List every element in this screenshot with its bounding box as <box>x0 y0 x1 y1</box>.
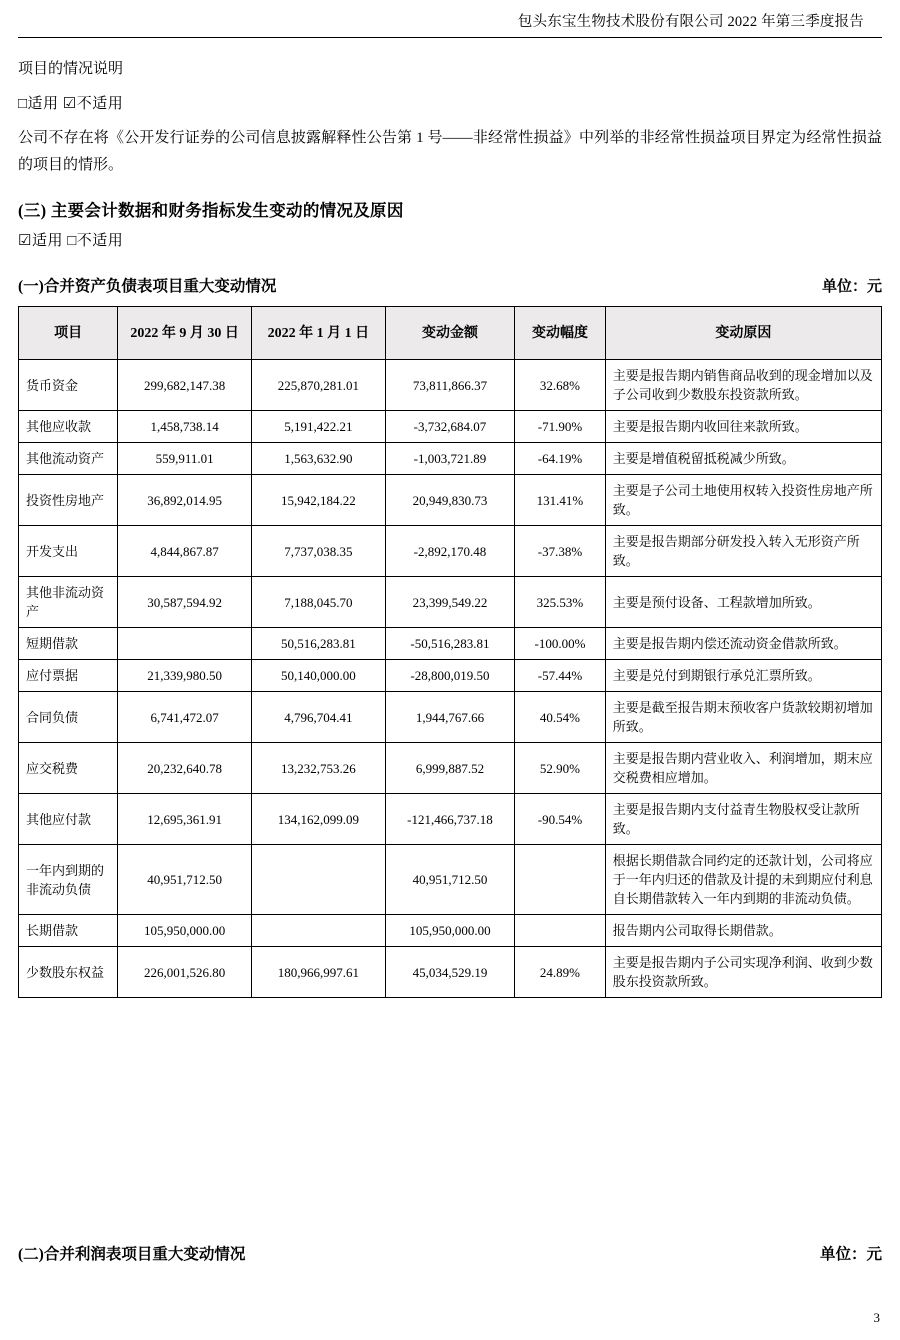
cell-item: 少数股东权益 <box>19 947 118 998</box>
col-header-reason: 变动原因 <box>605 307 881 360</box>
cell-pct: -37.38% <box>515 526 606 577</box>
cell-item: 其他应收款 <box>19 411 118 443</box>
subsection2-header-row <box>18 1242 882 1264</box>
cell-begin: 1,563,632.90 <box>251 443 385 475</box>
cell-change: -3,732,684.07 <box>385 411 514 443</box>
cell-end: 559,911.01 <box>118 443 252 475</box>
table-row <box>19 577 882 628</box>
table-row <box>19 660 882 692</box>
cell-pct: -64.19% <box>515 443 606 475</box>
cell-begin: 134,162,099.09 <box>251 794 385 845</box>
cell-reason: 主要是预付设备、工程款增加所致。 <box>605 577 881 628</box>
table-row <box>19 628 882 660</box>
cell-reason: 报告期内公司取得长期借款。 <box>605 915 881 947</box>
cell-end: 299,682,147.38 <box>118 360 252 411</box>
table-row <box>19 443 882 475</box>
cell-end: 226,001,526.80 <box>118 947 252 998</box>
cell-begin <box>251 845 385 915</box>
cell-reason: 主要是增值税留抵税减少所致。 <box>605 443 881 475</box>
cell-item: 投资性房地产 <box>19 475 118 526</box>
cell-reason: 主要是报告期内子公司实现净利润、收到少数股东投资款所致。 <box>605 947 881 998</box>
cell-pct: -71.90% <box>515 411 606 443</box>
cell-begin: 13,232,753.26 <box>251 743 385 794</box>
cell-begin: 7,737,038.35 <box>251 526 385 577</box>
cell-begin: 5,191,422.21 <box>251 411 385 443</box>
cell-end: 12,695,361.91 <box>118 794 252 845</box>
cell-change: 23,399,549.22 <box>385 577 514 628</box>
col-header-item: 项目 <box>19 307 118 360</box>
balance-sheet-change-table <box>18 306 882 998</box>
table-row <box>19 794 882 845</box>
cell-begin: 4,796,704.41 <box>251 692 385 743</box>
cell-begin: 7,188,045.70 <box>251 577 385 628</box>
col-header-begin-date: 2022 年 1 月 1 日 <box>251 307 385 360</box>
cell-change: 45,034,529.19 <box>385 947 514 998</box>
cell-item: 开发支出 <box>19 526 118 577</box>
cell-begin: 50,140,000.00 <box>251 660 385 692</box>
cell-change: 20,949,830.73 <box>385 475 514 526</box>
table-row <box>19 947 882 998</box>
cell-reason: 主要是报告期内收回往来款所致。 <box>605 411 881 443</box>
cell-pct: 325.53% <box>515 577 606 628</box>
cell-item: 长期借款 <box>19 915 118 947</box>
table-row <box>19 475 882 526</box>
cell-item: 应交税费 <box>19 743 118 794</box>
col-header-change-pct: 变动幅度 <box>515 307 606 360</box>
cell-change: 6,999,887.52 <box>385 743 514 794</box>
cell-begin: 225,870,281.01 <box>251 360 385 411</box>
table-row <box>19 360 882 411</box>
cell-change: 40,951,712.50 <box>385 845 514 915</box>
cell-change: -28,800,019.50 <box>385 660 514 692</box>
cell-item: 一年内到期的非流动负债 <box>19 845 118 915</box>
subsection2-title: (二)合并利润表项目重大变动情况 <box>18 1246 246 1263</box>
cell-change: -121,466,737.18 <box>385 794 514 845</box>
cell-end: 36,892,014.95 <box>118 475 252 526</box>
cell-pct: 131.41% <box>515 475 606 526</box>
section-heading: (三) 主要会计数据和财务指标发生变动的情况及原因 <box>18 201 404 220</box>
subsection-header-row <box>18 274 882 296</box>
cell-pct: 52.90% <box>515 743 606 794</box>
cell-pct: 32.68% <box>515 360 606 411</box>
cell-end: 1,458,738.14 <box>118 411 252 443</box>
cell-end: 20,232,640.78 <box>118 743 252 794</box>
cell-begin: 15,942,184.22 <box>251 475 385 526</box>
subsection-unit: 单位：元 <box>821 279 882 295</box>
table-row <box>19 692 882 743</box>
page-number: 3 <box>873 1310 880 1325</box>
intro-body-text: 公司不存在将《公开发行证券的公司信息披露解释性公告第 1 号——非经常性损益》中列举的非经常性损益项目界定为经常性损益的项目的情形。 <box>18 130 882 173</box>
cell-pct: 24.89% <box>515 947 606 998</box>
note-title: 项目的情况说明 <box>18 61 124 77</box>
cell-end: 105,950,000.00 <box>118 915 252 947</box>
table-row <box>19 526 882 577</box>
cell-change: 73,811,866.37 <box>385 360 514 411</box>
cell-change: -1,003,721.89 <box>385 443 514 475</box>
cell-reason: 主要是报告期内偿还流动资金借款所致。 <box>605 628 881 660</box>
cell-pct: -100.00% <box>515 628 606 660</box>
cell-change: -50,516,283.81 <box>385 628 514 660</box>
cell-end: 6,741,472.07 <box>118 692 252 743</box>
subsection-title: (一)合并资产负债表项目重大变动情况 <box>18 278 277 295</box>
table-row <box>19 915 882 947</box>
table-header-row <box>19 307 882 360</box>
cell-pct: 40.54% <box>515 692 606 743</box>
cell-end: 21,339,980.50 <box>118 660 252 692</box>
cell-change: -2,892,170.48 <box>385 526 514 577</box>
cell-reason: 主要是报告期内支付益青生物股权受让款所致。 <box>605 794 881 845</box>
cell-item: 货币资金 <box>19 360 118 411</box>
section-checkbox-line[interactable]: ☑适用 □不适用 <box>18 233 124 249</box>
page-header: 包头东宝生物技术股份有限公司 2022 年第三季度报告 <box>517 14 864 30</box>
cell-pct: -57.44% <box>515 660 606 692</box>
table-row <box>19 743 882 794</box>
cell-item: 合同负债 <box>19 692 118 743</box>
cell-begin: 50,516,283.81 <box>251 628 385 660</box>
cell-pct <box>515 845 606 915</box>
cell-begin: 180,966,997.61 <box>251 947 385 998</box>
table-row <box>19 411 882 443</box>
cell-reason: 主要是报告期内销售商品收到的现金增加以及子公司收到少数股东投资款所致。 <box>605 360 881 411</box>
cell-item: 短期借款 <box>19 628 118 660</box>
cell-item: 其他流动资产 <box>19 443 118 475</box>
cell-end: 4,844,867.87 <box>118 526 252 577</box>
cell-pct <box>515 915 606 947</box>
cell-item: 其他非流动资产 <box>19 577 118 628</box>
cell-item: 应付票据 <box>19 660 118 692</box>
header-divider <box>18 37 882 38</box>
col-header-end-date: 2022 年 9 月 30 日 <box>118 307 252 360</box>
cell-begin <box>251 915 385 947</box>
cell-reason: 主要是截至报告期末预收客户货款较期初增加所致。 <box>605 692 881 743</box>
cell-reason: 主要是兑付到期银行承兑汇票所致。 <box>605 660 881 692</box>
intro-checkbox-line[interactable]: □适用 ☑不适用 <box>18 96 124 112</box>
cell-reason: 根据长期借款合同约定的还款计划，公司将应于一年内归还的借款及计提的未到期应付利息自长期借款转入一年内到期的非流动负债。 <box>605 845 881 915</box>
cell-change: 105,950,000.00 <box>385 915 514 947</box>
table-row <box>19 845 882 915</box>
cell-reason: 主要是子公司土地使用权转入投资性房地产所致。 <box>605 475 881 526</box>
cell-item: 其他应付款 <box>19 794 118 845</box>
cell-end: 30,587,594.92 <box>118 577 252 628</box>
table-body <box>19 360 882 998</box>
cell-end <box>118 628 252 660</box>
cell-reason: 主要是报告期部分研发投入转入无形资产所致。 <box>605 526 881 577</box>
cell-pct: -90.54% <box>515 794 606 845</box>
cell-end: 40,951,712.50 <box>118 845 252 915</box>
cell-reason: 主要是报告期内营业收入、利润增加，期末应交税费相应增加。 <box>605 743 881 794</box>
col-header-change-amount: 变动金额 <box>385 307 514 360</box>
cell-change: 1,944,767.66 <box>385 692 514 743</box>
subsection2-unit: 单位：元 <box>819 1246 882 1263</box>
